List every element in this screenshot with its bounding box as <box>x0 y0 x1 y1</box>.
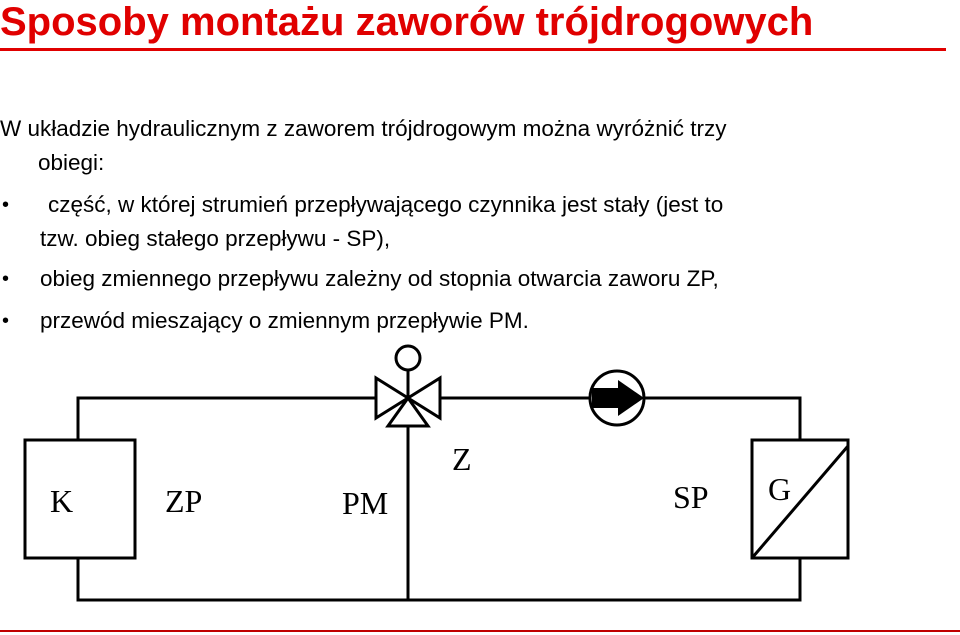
list-item-line: obieg zmiennego przepływu zależny od stopnia otwarcia zaworu ZP, <box>40 266 719 291</box>
mixing-pipe-label: PM <box>342 485 389 521</box>
boiler-label: K <box>50 483 74 519</box>
intro-line-1: W układzie hydraulicznym z zaworem trójdrogowym można wyróżnić trzy <box>0 116 727 141</box>
intro-line-2: obiegi: <box>38 150 105 175</box>
variable-flow-label: ZP <box>165 483 203 519</box>
bullet-dot: • <box>2 194 10 216</box>
list-item-line: część, w której strumień przepływającego czynnika jest stały (jest to <box>48 192 724 217</box>
return-pipe <box>78 558 800 600</box>
receiver-label: G <box>768 471 792 507</box>
page-title: Sposoby montażu zaworów trójdrogowych <box>0 0 814 44</box>
valve-label: Z <box>452 441 472 477</box>
list-item-line: tzw. obieg stałego przepływu - SP), <box>40 226 391 251</box>
bullet-dot: • <box>2 268 10 290</box>
pump-icon <box>590 371 644 425</box>
boiler-box <box>25 440 135 558</box>
three-way-valve <box>376 346 440 426</box>
bottom-rule <box>0 630 960 632</box>
list-item-line: przewód mieszający o zmiennym przepływie PM. <box>40 308 529 333</box>
constant-flow-label: SP <box>673 479 709 515</box>
bullet-dot: • <box>2 310 10 332</box>
valve-actuator <box>396 346 420 370</box>
